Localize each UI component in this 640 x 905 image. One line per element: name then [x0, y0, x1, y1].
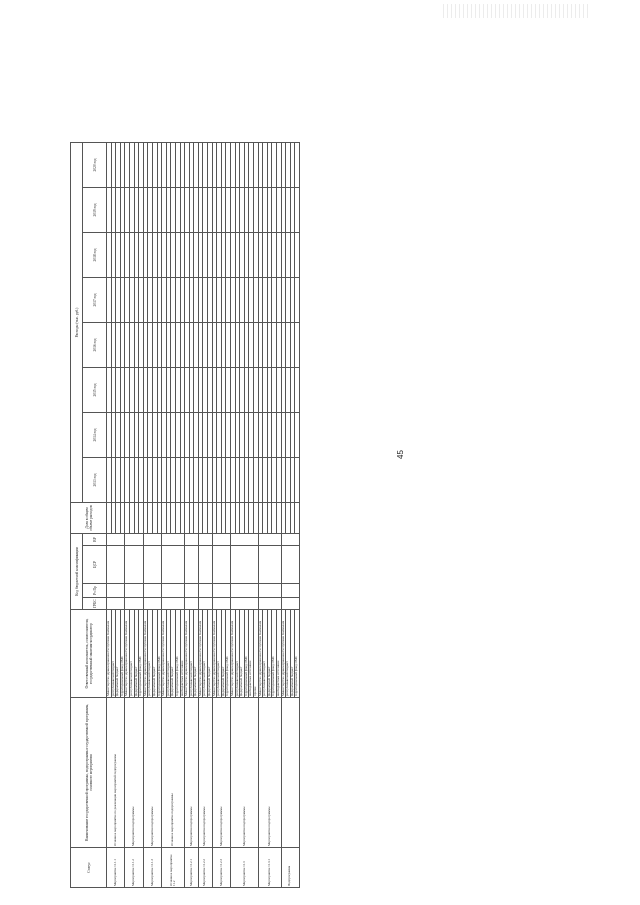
rzpr-cell	[143, 584, 161, 598]
rzpr-cell	[198, 584, 212, 598]
col-share: Доля в общем объеме расходов	[71, 503, 107, 534]
executor-cell: Министерство здравоохранения Республики Калмыкия	[212, 610, 217, 698]
status-cell: Мероприятие 11.3	[231, 848, 259, 888]
name-cell: Мероприятия подпрограммы	[185, 698, 199, 848]
executor-cell: республиканский бюджет	[189, 610, 194, 698]
executor-cell: федеральный бюджет	[134, 610, 139, 698]
executor-cell: федеральный бюджет	[221, 610, 226, 698]
vr-cell	[185, 534, 199, 546]
executor-cell: федеральный бюджет	[208, 610, 213, 698]
status-cell: Мероприятие 11.2.1	[185, 848, 199, 888]
csr-cell	[231, 546, 259, 584]
vr-cell	[143, 534, 161, 546]
name-cell: Мероприятия подпрограммы	[231, 698, 259, 848]
executor-cell: федеральный бюджет	[152, 610, 157, 698]
value-cell	[295, 233, 300, 278]
csr-cell	[143, 546, 161, 584]
grbs-cell	[107, 598, 125, 610]
executor-cell: Министерство здравоохранения Республики Калмыкия	[143, 610, 148, 698]
executor-cell: федеральный бюджет	[116, 610, 121, 698]
grbs-cell	[143, 598, 161, 610]
executor-cell: республиканский бюджет	[166, 610, 171, 698]
executor-cell: внебюджетные источники	[180, 610, 185, 698]
executor-cell: республиканский бюджет	[217, 610, 222, 698]
vr-cell	[125, 534, 143, 546]
vr-cell	[212, 534, 230, 546]
col-expenses: Расходы (тыс. руб.)	[71, 142, 83, 502]
rzpr-cell	[212, 584, 230, 598]
value-cell	[295, 323, 300, 368]
rzpr-cell	[162, 584, 185, 598]
name-cell: Основное мероприятие подпрограммы	[162, 698, 185, 848]
col-year: 2017 год	[83, 278, 107, 323]
csr-cell	[281, 546, 299, 584]
col-year: 2015 год	[83, 368, 107, 413]
share-cell	[295, 503, 300, 534]
executor-cell: Министерство здравоохранения Республики Калмыкия	[198, 610, 203, 698]
executor-cell: территориальный фонд ОМС	[244, 610, 249, 698]
executor-cell: республиканский бюджет	[148, 610, 153, 698]
executor-cell: федеральный бюджет	[194, 610, 199, 698]
grbs-cell	[185, 598, 199, 610]
grbs-cell	[162, 598, 185, 610]
executor-cell: Министерство здравоохранения Республики Калмыкия	[258, 610, 263, 698]
executor-cell: республиканский бюджет	[203, 610, 208, 698]
executor-cell: территориальный фонд ОМС	[120, 610, 125, 698]
rzpr-cell	[107, 584, 125, 598]
status-cell: Мероприятие 11.1.3	[143, 848, 161, 888]
name-cell: Мероприятия подпрограммы	[198, 698, 212, 848]
executor-cell: республиканский бюджет	[235, 610, 240, 698]
csr-cell	[258, 546, 281, 584]
status-cell: Подпрограмма	[281, 848, 299, 888]
table-body	[107, 142, 300, 887]
col-year: 2014 год	[83, 413, 107, 458]
executor-cell: территориальный фонд ОМС	[226, 610, 231, 698]
grbs-cell	[231, 598, 259, 610]
name-cell: Мероприятия подпрограммы	[143, 698, 161, 848]
col-vr: ВР	[83, 534, 107, 546]
name-cell: Основное мероприятие по реализации мероприятий подпрограммы	[107, 698, 125, 848]
executor-cell: Министерство здравоохранения Республики Калмыкия	[231, 610, 236, 698]
rzpr-cell	[125, 584, 143, 598]
executor-cell: Министерство здравоохранения Республики Калмыкия	[185, 610, 190, 698]
col-year: 2019 год	[83, 188, 107, 233]
grbs-cell	[212, 598, 230, 610]
grbs-cell	[125, 598, 143, 610]
status-cell: Мероприятие 11.3.1	[258, 848, 281, 888]
value-cell	[295, 368, 300, 413]
vr-cell	[198, 534, 212, 546]
name-cell: Мероприятия подпрограммы	[258, 698, 281, 848]
scan-noise	[440, 4, 590, 18]
value-cell	[295, 142, 300, 187]
col-executor: Ответственный исполнитель, соисполнители, государственный заказчик-координатор	[71, 610, 107, 698]
vr-cell	[281, 534, 299, 546]
status-cell: Мероприятие 11.2.2	[198, 848, 212, 888]
csr-cell	[107, 546, 125, 584]
executor-cell: территориальный фонд ОМС	[157, 610, 162, 698]
executor-cell: прочие	[254, 610, 259, 698]
grbs-cell	[258, 598, 281, 610]
col-year: 2018 год	[83, 233, 107, 278]
rotated-page	[70, 143, 605, 888]
grbs-cell	[198, 598, 212, 610]
value-cell	[295, 458, 300, 503]
executor-cell: внебюджетные источники	[249, 610, 254, 698]
vr-cell	[162, 534, 185, 546]
executor-cell: республиканский бюджет	[263, 610, 268, 698]
name-cell	[281, 698, 299, 848]
executor-cell: федеральный бюджет	[267, 610, 272, 698]
executor-cell: территориальный фонд ОМС	[295, 610, 300, 698]
status-cell: Мероприятие 11.1.2	[125, 848, 143, 888]
vr-cell	[258, 534, 281, 546]
vr-cell	[107, 534, 125, 546]
executor-cell: республиканский бюджет	[286, 610, 291, 698]
col-status: Статус	[71, 848, 107, 888]
executor-cell: республиканский бюджет	[129, 610, 134, 698]
col-year: 2020 год	[83, 142, 107, 187]
grbs-cell	[281, 598, 299, 610]
executor-cell: территориальный фонд ОМС	[175, 610, 180, 698]
name-cell: Мероприятия подпрограммы	[212, 698, 230, 848]
status-cell: Основное мероприятие 11.2	[162, 848, 185, 888]
rzpr-cell	[185, 584, 199, 598]
vr-cell	[231, 534, 259, 546]
page-number: 45	[395, 450, 405, 459]
executor-cell: федеральный бюджет	[290, 610, 295, 698]
value-cell	[295, 188, 300, 233]
executor-cell: территориальный фонд ОМС	[272, 610, 277, 698]
csr-cell	[185, 546, 199, 584]
executor-cell: территориальный фонд ОМС	[139, 610, 144, 698]
col-year: 2013 год	[83, 458, 107, 503]
executor-cell: республиканский бюджет	[111, 610, 116, 698]
col-rzpr: Рз Пр	[83, 584, 107, 598]
status-cell: Мероприятие 11.2.3	[212, 848, 230, 888]
executor-cell: Министерство здравоохранения Республики Калмыкия	[281, 610, 286, 698]
col-year: 2016 год	[83, 323, 107, 368]
col-csr: ЦСР	[83, 546, 107, 584]
status-cell: Мероприятие 11.1.1	[107, 848, 125, 888]
col-grbs: ГРБС	[83, 598, 107, 610]
executor-cell: федеральный бюджет	[240, 610, 245, 698]
name-cell: Мероприятия подпрограммы	[125, 698, 143, 848]
value-cell	[295, 278, 300, 323]
rzpr-cell	[258, 584, 281, 598]
executor-cell: федеральный бюджет	[171, 610, 176, 698]
csr-cell	[162, 546, 185, 584]
rzpr-cell	[281, 584, 299, 598]
value-cell	[295, 413, 300, 458]
executor-cell: Министерство здравоохранения Республики Калмыкия	[162, 610, 167, 698]
expenditure-table	[70, 142, 300, 888]
csr-cell	[125, 546, 143, 584]
executor-cell: внебюджетные источники	[276, 610, 281, 698]
col-name: Наименование государственной программы, подпрограммы государственной программы, основного мероприятия	[71, 698, 107, 848]
col-budget-code: Код бюджетной классификации	[71, 534, 83, 610]
csr-cell	[212, 546, 230, 584]
csr-cell	[198, 546, 212, 584]
rzpr-cell	[231, 584, 259, 598]
executor-cell: Министерство здравоохранения Республики Калмыкия	[107, 610, 112, 698]
executor-cell: Министерство здравоохранения Республики Калмыкия	[125, 610, 130, 698]
